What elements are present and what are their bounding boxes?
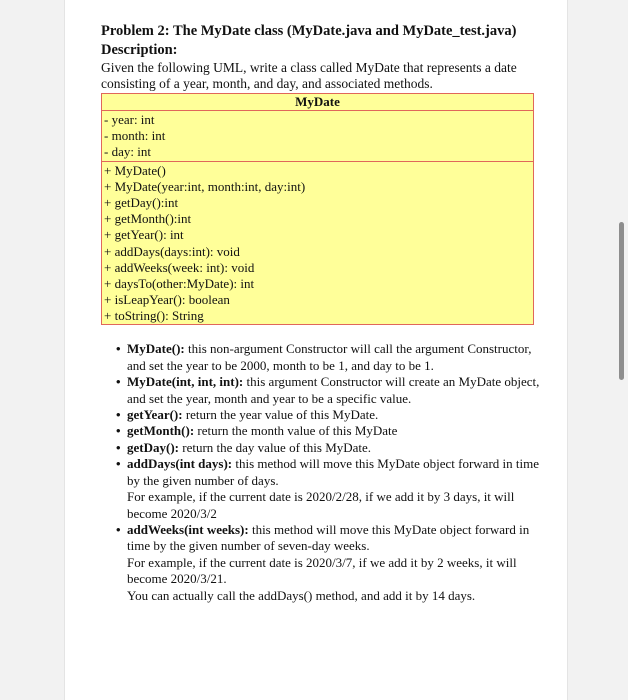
uml-method: + daysTo(other:MyDate): int: [104, 275, 255, 291]
method-text: return the year value of this MyDate.: [182, 407, 379, 423]
list-item: [116, 407, 551, 423]
method-term: getDay():: [127, 439, 179, 455]
uml-method: + getYear(): int: [104, 227, 184, 243]
uml-method: + getDay():int: [104, 194, 179, 210]
uml-field: - month: int: [104, 128, 166, 144]
method-text: this method will move this MyDate object forward in time by the given number of days.: [127, 456, 539, 488]
method-term: getMonth():: [127, 423, 195, 439]
uml-method: + addWeeks(week: int): void: [104, 259, 255, 275]
uml-field: - year: int: [104, 112, 155, 127]
method-text: this non-argument Constructor will call the argument Constructor, and set the year to be 2000, month to be 1, and day to be 1.: [127, 341, 532, 373]
scrollbar-thumb[interactable]: [619, 222, 624, 380]
description-label: Description:: [101, 42, 178, 58]
method-text: return the month value of this MyDate: [194, 423, 398, 439]
uml-method: + MyDate(year:int, month:int, day:int): [104, 178, 306, 194]
bullet-icon: •: [116, 521, 121, 537]
bullet-icon: •: [116, 374, 121, 390]
method-text: this method will move this MyDate object forward in time by the given number of seven-day weeks.: [127, 521, 530, 554]
list-item: [116, 456, 551, 522]
document-page: [64, 0, 568, 700]
uml-method: + addDays(days:int): void: [104, 243, 240, 259]
uml-method: + getMonth():int: [104, 211, 192, 227]
bullet-icon: •: [116, 341, 121, 357]
bullet-icon: •: [116, 456, 121, 472]
uml-fields: [102, 111, 533, 161]
method-term: MyDate():: [127, 341, 185, 357]
description-text: Given the following UML, write a class called MyDate that represents a date consisting of a year, month, and day, and associated methods.: [101, 60, 517, 91]
list-item: [116, 341, 551, 374]
uml-method: + MyDate(): [104, 162, 166, 178]
uml-field: - day: int: [104, 144, 151, 160]
uml-class-name: MyDate: [102, 94, 533, 111]
problem-title: Problem 2: The MyDate class (MyDate.java and MyDate_test.java): [101, 23, 517, 39]
uml-class-diagram: [101, 93, 534, 325]
method-example: For example, if the current date is 2020/2/28, if we add it by 3 days, it will become 2020/3/2: [127, 489, 515, 521]
list-item: [116, 440, 551, 456]
method-descriptions: [101, 341, 551, 604]
method-text: this argument Constructor will create an MyDate object, and set the year, month and year to be a specific value.: [127, 374, 540, 406]
document-content: [101, 22, 551, 604]
method-term: MyDate(int, int, int):: [127, 374, 244, 390]
list-item: [116, 374, 551, 407]
uml-method: + isLeapYear(): boolean: [104, 292, 230, 308]
uml-methods: [102, 161, 533, 325]
bullet-icon: •: [116, 423, 121, 439]
list-item: [116, 522, 551, 604]
method-text: return the day value of this MyDate.: [178, 439, 372, 455]
list-item: [116, 423, 551, 439]
bullet-icon: •: [116, 407, 121, 423]
method-term: addWeeks(int weeks):: [127, 521, 249, 537]
method-term: addDays(int days):: [127, 456, 233, 472]
method-term: getYear():: [127, 407, 183, 423]
uml-method: + toString(): String: [104, 308, 204, 324]
method-note: You can actually call the addDays() method, and add it by 14 days.: [127, 587, 476, 603]
bullet-icon: •: [116, 439, 121, 455]
method-example: For example, if the current date is 2020/3/7, if we add it by 2 weeks, it will become 2020/3/21.: [127, 554, 517, 587]
